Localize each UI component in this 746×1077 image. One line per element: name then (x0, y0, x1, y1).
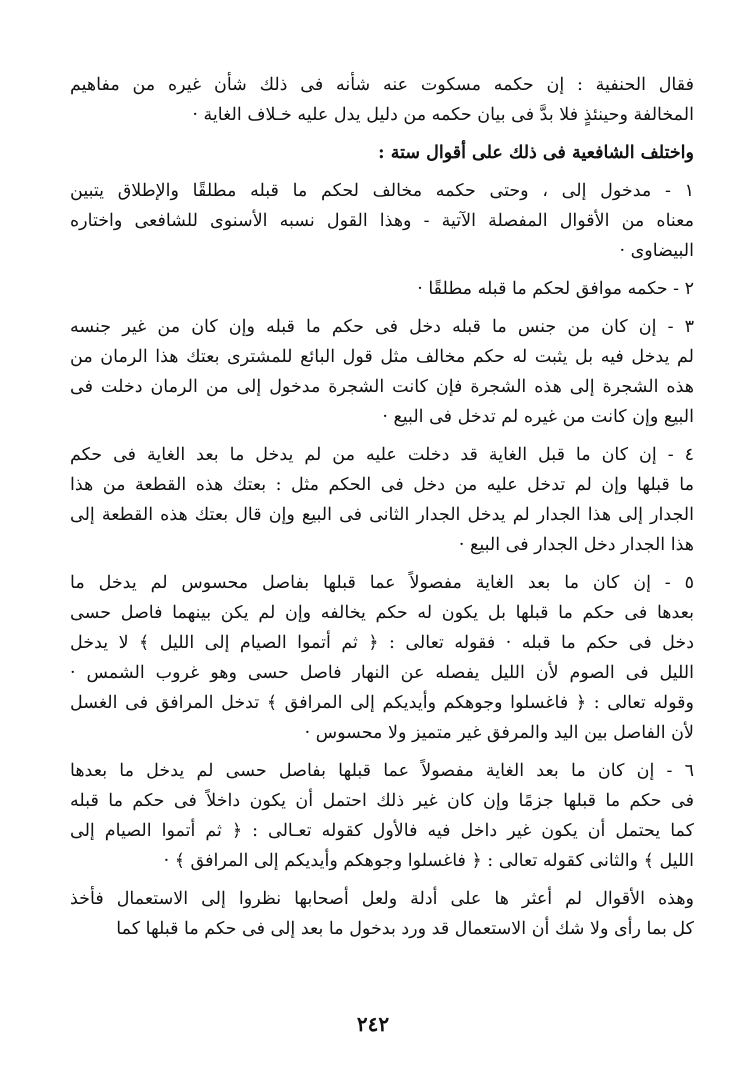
text-line: ٣ - إن كان من جنس ما قبله دخل فى حكم ما قبله وإن كان من غير جنسه (70, 317, 694, 337)
text-line: ٢ - حكمه موافق لحكم ما قبله مطلقًا · (417, 279, 694, 299)
text-line: معناه من الأقوال المفصلة الآتية - وهذا القول نسبه الأسنوى للشافعى واختاره (70, 211, 694, 231)
text-line: وقوله تعالى : ﴿ فاغسلوا وجوهكم وأيديكم إلى المرافق ﴾ تدخل المرافق فى الغسل (70, 693, 694, 713)
paragraph (70, 176, 694, 266)
text-line: وهذه الأقوال لم أعثر ها على أدلة ولعل أصحابها نظروا إلى الاستعمال فأخذ (70, 889, 694, 909)
text-line: دخل فى حكم ما قبله · فقوله تعالى : ﴿ ثم أتموا الصيام إلى الليل ﴾ لا يدخل (70, 633, 694, 653)
text-line: البيع وإن كانت من غيره لم تدخل فى البيع · (382, 407, 694, 427)
paragraph (70, 756, 694, 876)
page-number: ٢٤٢ (356, 1012, 390, 1036)
paragraph (70, 274, 694, 304)
paragraph (70, 138, 694, 168)
text-line: ٦ - إن كان ما بعد الغاية مفصولاً عما قبلها بفاصل حسى لم يدخل ما بعدها (70, 761, 694, 781)
paragraph (70, 884, 694, 944)
text-line: هذه الشجرة إلى هذه الشجرة فإن كانت الشجرة مدخول إلى من الرمان دخلت فى (70, 377, 694, 397)
text-line: البيضاوى · (619, 241, 694, 261)
text-line: واختلف الشافعية فى ذلك على أقوال ستة : (378, 143, 694, 163)
text-line: المخالفة وحينئذٍ فلا بدَّ فى بيان حكمه من دليل يدل عليه خـلاف الغاية · (192, 105, 694, 125)
text-line: ٤ - إن كان ما قبل الغاية قد دخلت عليه من لم يدخل ما بعد الغاية فى حكم (70, 445, 694, 465)
text-line: الليل ﴾ والثانى كقوله تعالى : ﴿ فاغسلوا وجوهكم وأيديكم إلى المرافق ﴾ · (163, 851, 694, 871)
text-line: ١ - مدخول إلى ، وحتى حكمه مخالف لحكم ما قبله مطلقًا والإطلاق يتبين (70, 181, 694, 201)
text-line: الجدار إلى هذا الجدار لم يدخل الجدار الثانى فى البيع وإن قال بعتك هذه القطعة إلى (70, 505, 694, 525)
text-line: ما قبلها وإن لم تدخل عليه من دخل فى الحكم مثل : بعتك هذه القطعة من هذا (70, 475, 694, 495)
text-line: فى حكم ما قبلها جزمًا وإن كان غير ذلك احتمل أن يكون داخلاً فى حكم ما قبله (70, 791, 694, 811)
text-line: الليل فى الصوم لأن الليل يفصله عن النهار فاصل حسى وهو غروب الشمس · (70, 663, 694, 683)
text-line: فقال الحنفية : إن حكمه مسكوت عنه شأنه فى ذلك شأن غيره من مفاهيم (70, 75, 694, 95)
text-line: ٥ - إن كان ما بعد الغاية مفصولاً عما قبلها بفاصل محسوس لم يدخل ما (70, 573, 694, 593)
text-line: بعدها فى حكم ما قبلها بل يكون له حكم يخالفه وإن لم يكن بينهما فاصل حسى (70, 603, 694, 623)
paragraph (70, 312, 694, 432)
text-line: هذا الجدار دخل الجدار فى البيع · (458, 535, 694, 555)
paragraph (70, 568, 694, 748)
text-line: كما يحتمل أن يكون غير داخل فيه فالأول كقوله تعـالى : ﴿ ثم أتموا الصيام إلى (70, 821, 694, 841)
text-body (70, 70, 694, 944)
paragraph (70, 440, 694, 560)
text-line: لأن الفاصل بين اليد والمرفق غير متميز ولا محسوس · (304, 723, 694, 743)
text-line: لم يدخل فيه بل يثبت له حكم مخالف مثل قول البائع للمشترى بعتك هذا الرمان من (70, 347, 694, 367)
paragraph (70, 70, 694, 130)
text-line: كل بما رأى ولا شك أن الاستعمال قد ورد بدخول ما بعد إلى فى حكم ما قبلها كما (116, 919, 694, 939)
